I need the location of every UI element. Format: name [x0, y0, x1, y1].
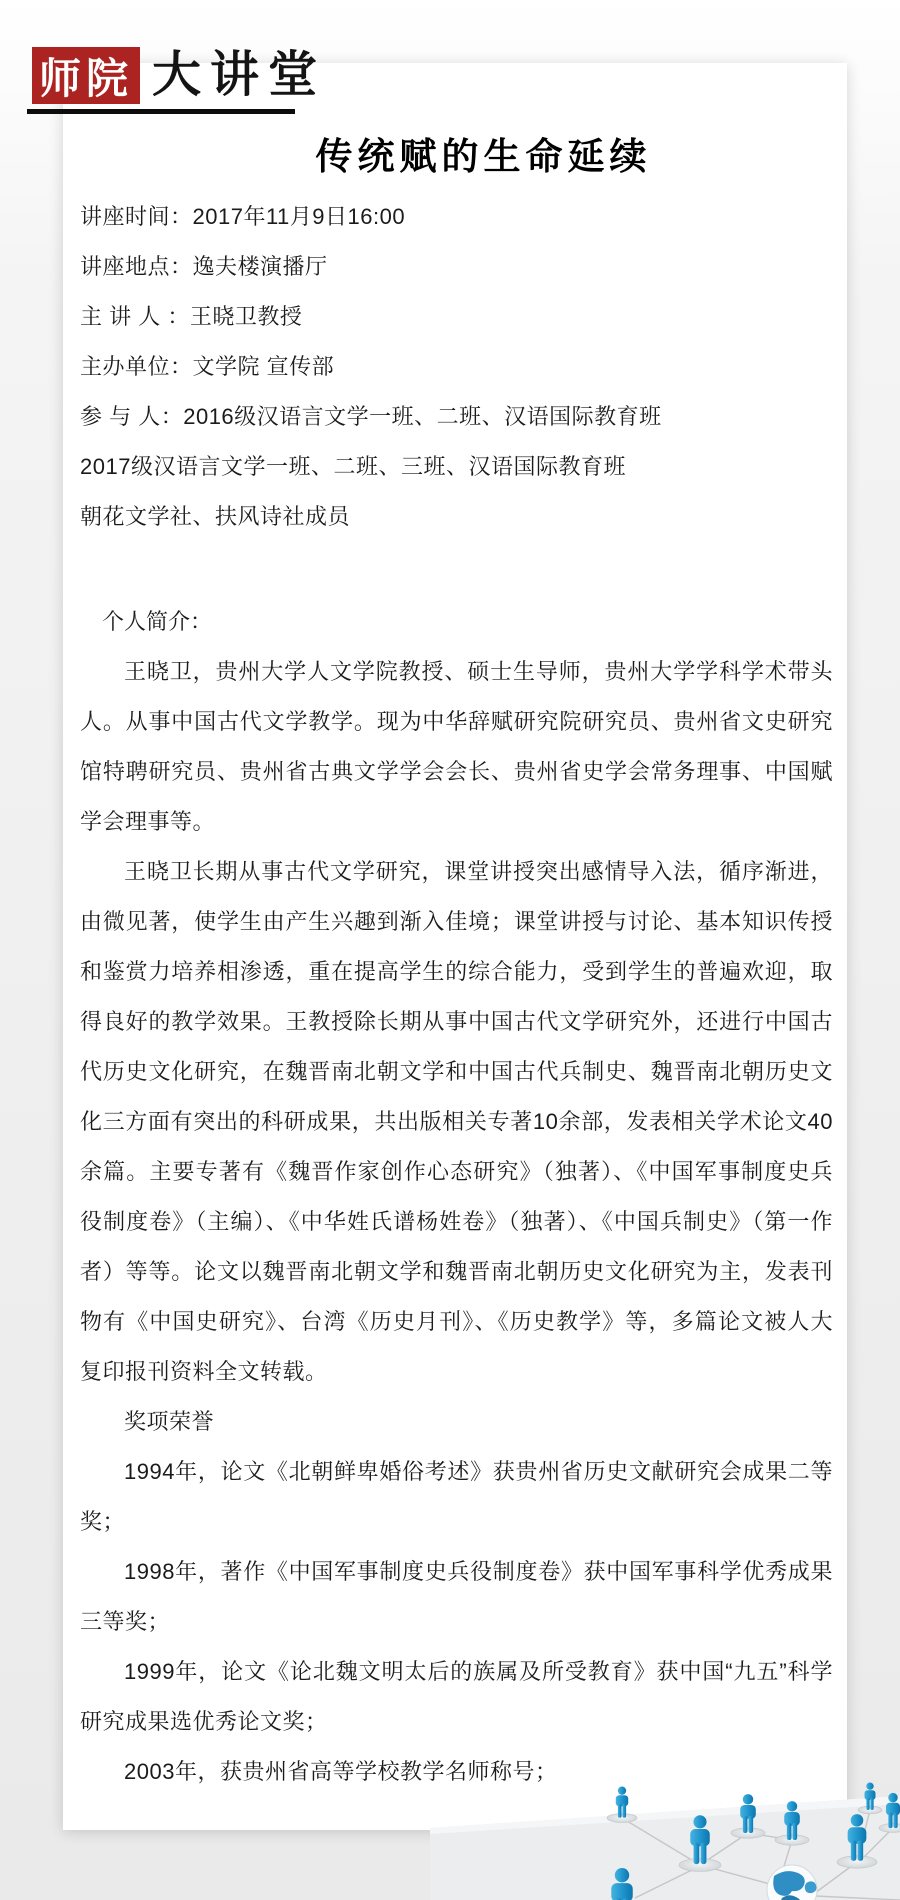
profile-heading: 个人简介：: [102, 609, 213, 634]
profile-paragraphs: [80, 647, 833, 1397]
awards-list: [80, 1447, 833, 1797]
lecture-info-line: 主 讲 人 ：王晓卫教授: [80, 304, 303, 329]
network-people-graphic: [430, 1750, 900, 1900]
lecture-info-line: 主办单位：文学院 宣传部: [80, 354, 335, 379]
profile-paragraph: 王晓卫长期从事古代文学研究，课堂讲授突出感情导入法，循序渐进，由微见著，使学生由产生兴趣到渐入佳境；课堂讲授与讨论、基本知识传授和鉴赏力培养相渗透，重在提高学生的综合能力，受到学生的普遍欢迎，取得良好的教学效果。王教授除长期从事中国古代文学研究外，还进行中国古代历史文化研究，在魏晋南北朝文学和中国古代兵制史、魏晋南北朝历史文化三方面有突出的科研成果，共出版相关专著10余部，发表相关学术论文40余篇。主要专著有《魏晋作家创作心态研究》（独著）、《中国军事制度史兵役制度卷》（主编）、《中华姓氏谱杨姓卷》（独著）、《中国兵制史》（第一作者）等等。论文以魏晋南北朝文学和魏晋南北朝历史文化研究为主，发表刊物有《中国史研究》、台湾《历史月刊》、《历史教学》等，多篇论文被人大复印报刊资料全文转载。: [80, 859, 833, 1384]
lecture-info-line: 讲座地点：逸夫楼演播厅: [80, 254, 328, 279]
profile-section: [80, 597, 833, 1797]
lecture-info-line: 2017级汉语言文学一班、二班、三班、汉语国际教育班: [80, 454, 626, 479]
lecture-info-line: 参 与 人：2016级汉语言文学一班、二班、汉语国际教育班: [80, 404, 662, 429]
lecture-info-line: 讲座时间：2017年11月9日16:00: [80, 204, 406, 229]
brand-underline: [27, 109, 295, 114]
lecture-title: 传统赋的生命延续: [315, 136, 652, 177]
award-item: 2003年，获贵州省高等学校教学名师称号；: [124, 1759, 558, 1784]
brand-name: 大讲堂: [152, 47, 327, 102]
brand-badge: 师院: [32, 47, 140, 104]
award-item: 1999年，论文《论北魏文明太后的族属及所受教育》获中国“九五”科学研究成果选优秀论文奖；: [80, 1659, 833, 1734]
profile-paragraph: 王晓卫，贵州大学人文学院教授、硕士生导师，贵州大学学科学术带头人。从事中国古代文学教学。现为中华辞赋研究院研究员、贵州省文史研究馆特聘研究员、贵州省古典文学学会会长、贵州省史学会常务理事、中国赋学会理事等。: [80, 659, 833, 834]
lecture-info-block: [80, 192, 833, 542]
awards-heading: 奖项荣誉: [124, 1409, 215, 1434]
lecture-info-line: 朝花文学社、扶风诗社成员: [80, 504, 351, 529]
article-card: [63, 63, 847, 1830]
award-item: 1998年，著作《中国军事制度史兵役制度卷》获中国军事科学优秀成果三等奖；: [80, 1559, 833, 1634]
floor-plane: [430, 1796, 900, 1900]
award-item: 1994年，论文《北朝鲜卑婚俗考述》获贵州省历史文献研究会成果二等奖；: [80, 1459, 833, 1534]
person-icon: [616, 1787, 628, 1818]
